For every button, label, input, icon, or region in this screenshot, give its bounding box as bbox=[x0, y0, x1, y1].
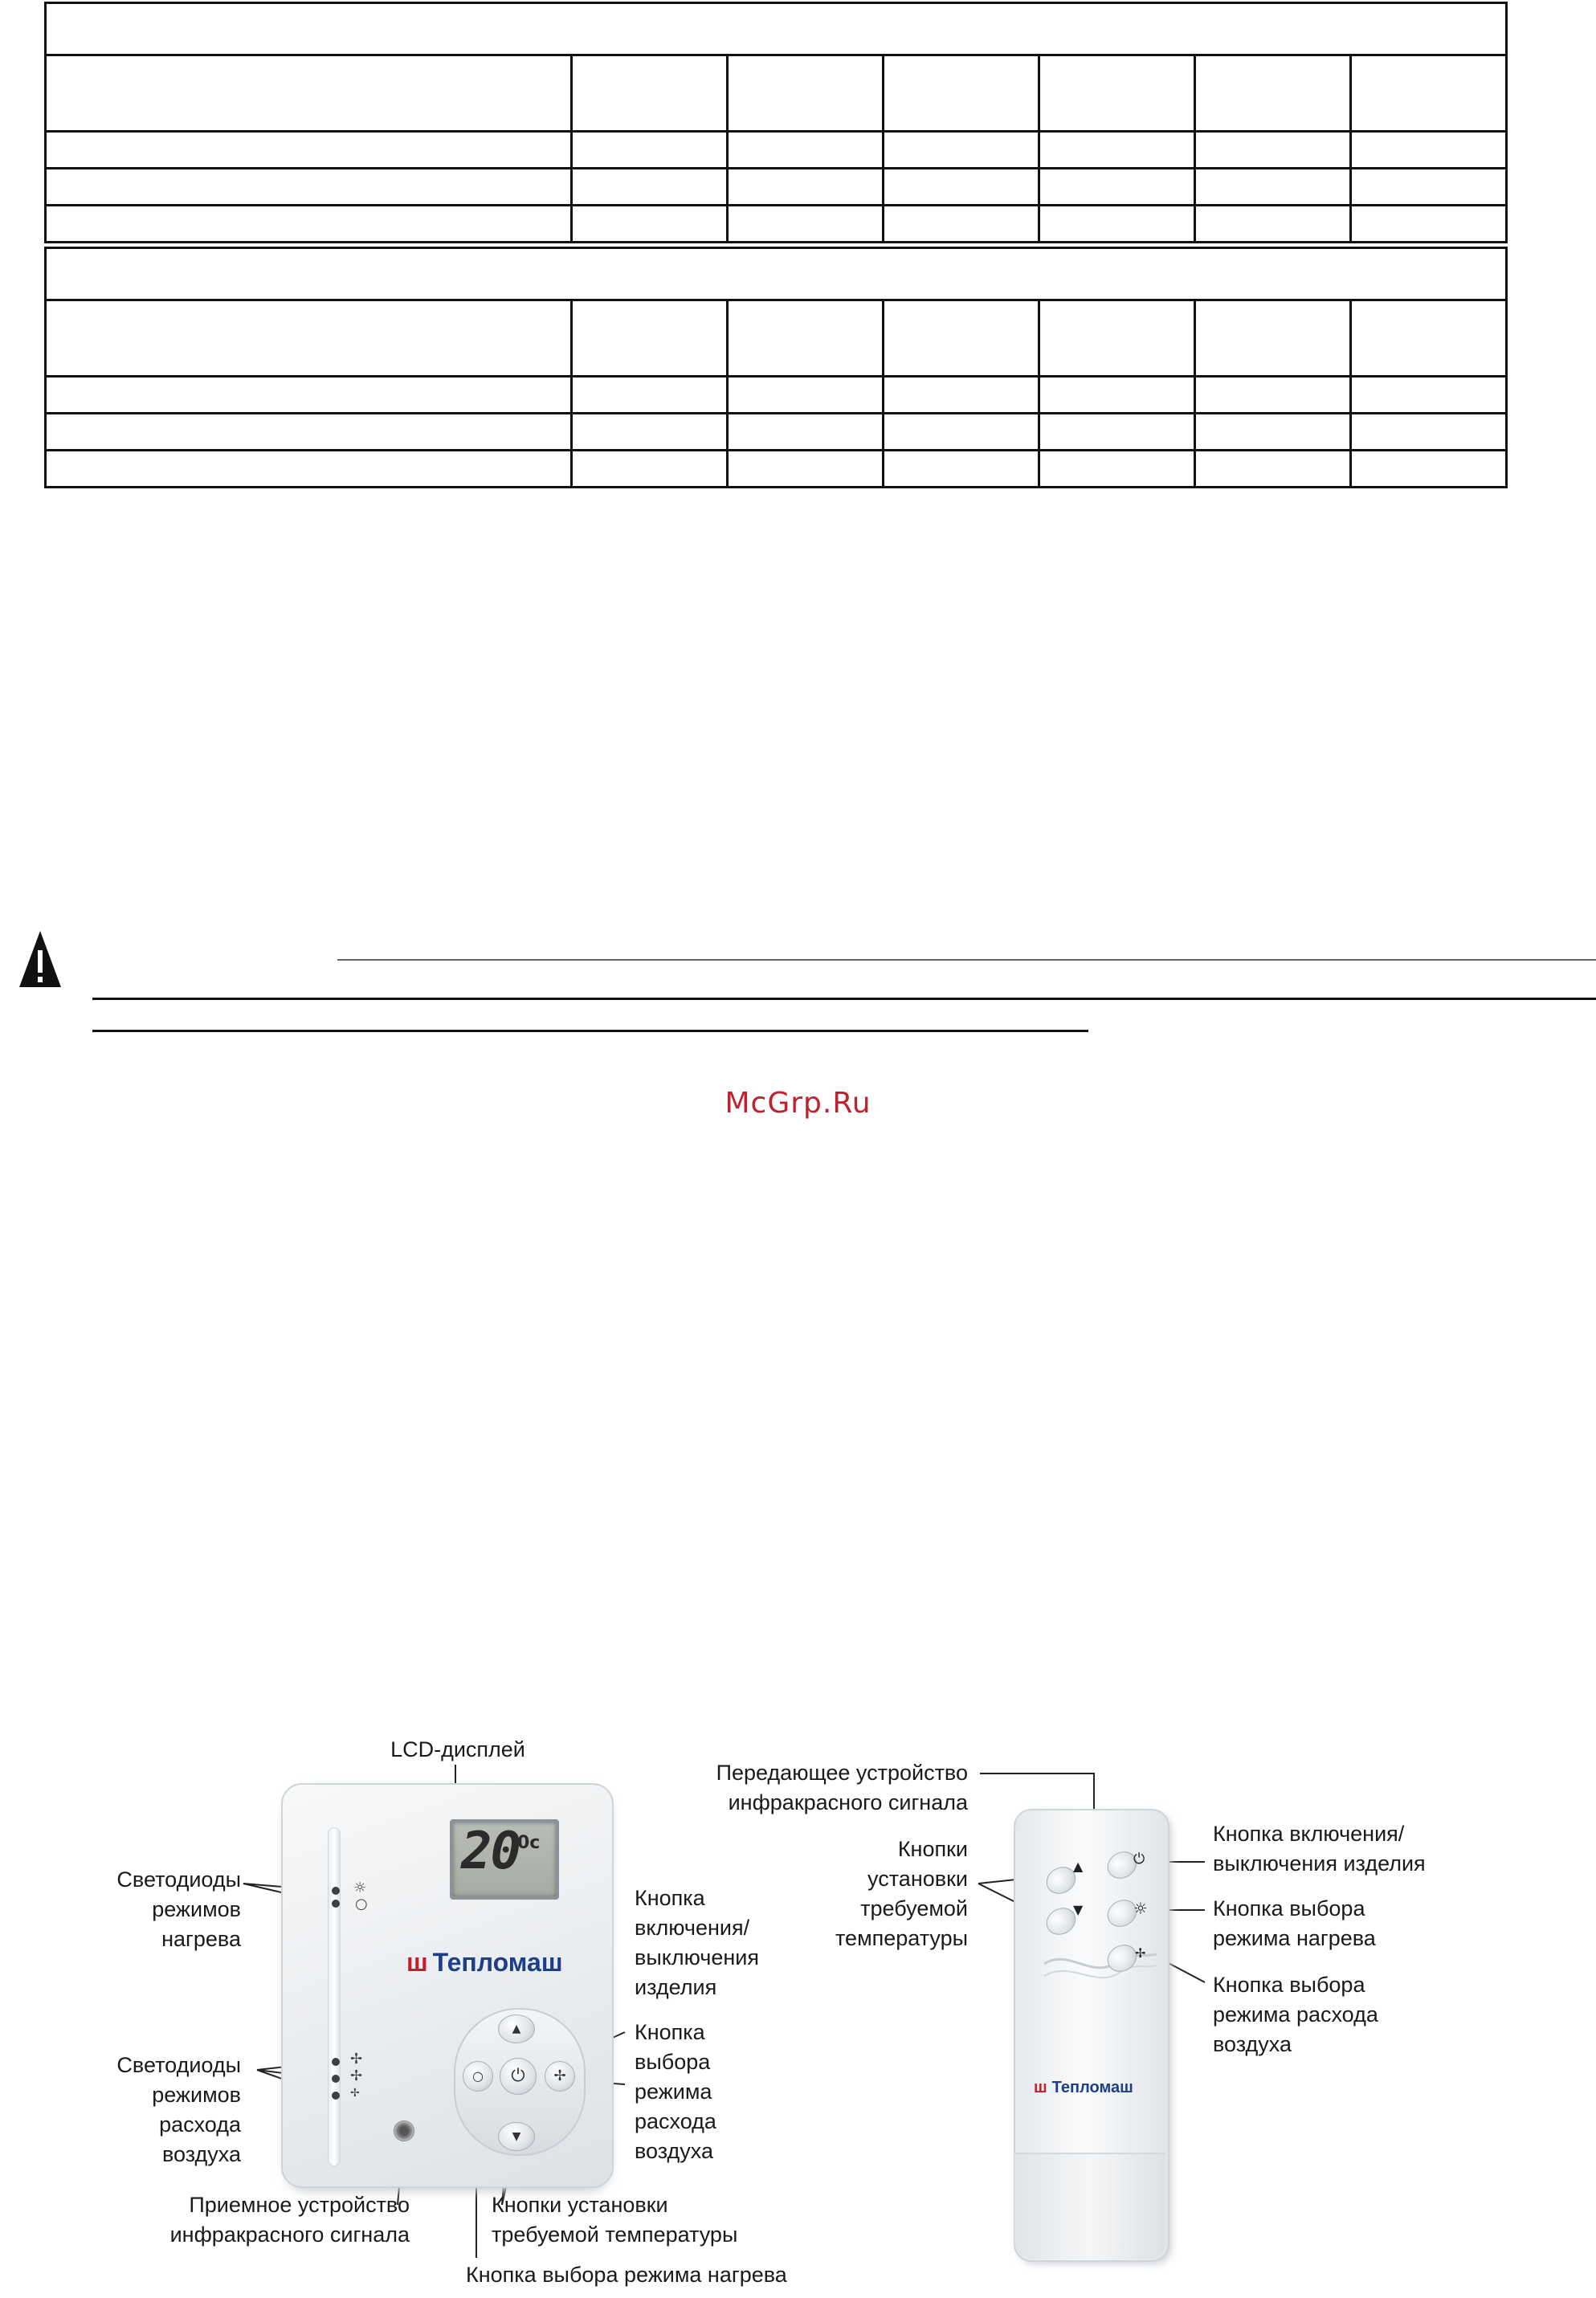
label-airflow-button: Кнопка выбора режима расхода воздуха bbox=[635, 2020, 716, 2163]
brand-mark-icon: ш bbox=[1034, 2079, 1047, 2096]
fan-low-icon: ✢ bbox=[350, 2087, 360, 2100]
remote-brand-logo bbox=[1034, 2079, 1133, 2097]
sun-icon: ☼ bbox=[353, 1880, 367, 1896]
temp-down-button[interactable]: ▼ bbox=[498, 2122, 535, 2151]
brand-name: Тепломаш bbox=[432, 1948, 563, 1977]
label-remote-temp-buttons: Кнопки установки требуемой температуры bbox=[835, 1837, 968, 1950]
fan-mid-icon: ✢ bbox=[350, 2067, 363, 2084]
brand-name: Тепломаш bbox=[1051, 2079, 1133, 2096]
heat-mode-button[interactable]: ○ bbox=[463, 2061, 493, 2092]
thermostat-led-rail bbox=[328, 1827, 341, 2166]
label-remote-power-button: Кнопка включения/ выключения изделия bbox=[1213, 1822, 1426, 1876]
airflow-led-3 bbox=[332, 2092, 340, 2100]
airflow-led-2 bbox=[332, 2075, 340, 2083]
airflow-led-1 bbox=[332, 2058, 340, 2066]
power-button[interactable]: ⏻ bbox=[500, 2058, 537, 2095]
sun-icon: ☼ bbox=[1133, 1899, 1148, 1918]
label-lcd: LCD-дисплей bbox=[390, 1737, 525, 1761]
fan-high-icon: ✢ bbox=[350, 2051, 363, 2067]
heat-led-2 bbox=[332, 1900, 340, 1908]
label-ir-receiver: Приемное устройство инфракрасного сигнала bbox=[169, 2193, 410, 2247]
up-arrow-icon: ▲ bbox=[1073, 1859, 1084, 1874]
lcd-unit: 0c bbox=[517, 1833, 541, 1853]
label-heat-leds: Светодиоды режимов нагрева bbox=[116, 1867, 241, 1951]
fan-icon: ✢ bbox=[1135, 1945, 1146, 1961]
lcd-temperature: 20 bbox=[461, 1822, 520, 1881]
heat-led-1 bbox=[332, 1887, 340, 1895]
label-remote-heat-mode-button: Кнопка выбора режима нагрева bbox=[1213, 1896, 1376, 1950]
label-temp-buttons: Кнопки установки требуемой температуры bbox=[492, 2193, 738, 2247]
remote-lower-section bbox=[1014, 2153, 1165, 2259]
airflow-mode-button[interactable]: ✢ bbox=[545, 2061, 575, 2092]
label-heat-mode-button: Кнопка выбора режима нагрева bbox=[466, 2263, 787, 2287]
watermark: McGrp.Ru bbox=[725, 1087, 871, 1120]
label-ir-transmitter: Передающее устройство инфракрасного сигнала bbox=[716, 1761, 968, 1814]
temp-up-button[interactable]: ▲ bbox=[498, 2014, 535, 2043]
thermostat-brand-logo bbox=[406, 1948, 563, 1978]
power-icon: ⏻ bbox=[1133, 1851, 1145, 1867]
label-airflow-leds: Светодиоды режимов расхода воздуха bbox=[116, 2053, 241, 2166]
ir-receiver-icon bbox=[394, 2120, 414, 2141]
label-remote-airflow-button: Кнопка выбора режима расхода воздуха bbox=[1213, 1973, 1378, 2056]
brand-mark-icon: ш bbox=[406, 1948, 428, 1977]
label-power-button: Кнопка включения/ выключения изделия bbox=[635, 1886, 759, 1999]
down-arrow-icon: ▼ bbox=[1073, 1902, 1084, 1917]
circle-icon: ○ bbox=[355, 1896, 368, 1912]
